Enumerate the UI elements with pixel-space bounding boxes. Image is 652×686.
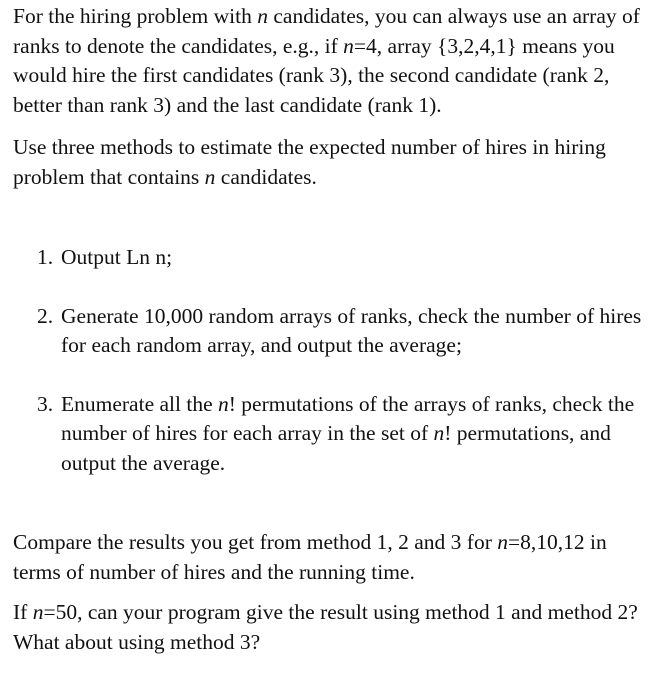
question-text-c: =50, can your program give the result using method 1 and method 2? What about using method 3? bbox=[13, 600, 638, 654]
compare-text-a: Compare the results you get from method 1, 2 and 3 for bbox=[13, 530, 498, 554]
method-text: Output Ln n; bbox=[61, 245, 173, 269]
intro-text-c: candidates, you can always use an array of ranks to denote the candidates, e.g., if bbox=[13, 4, 640, 58]
method-number: 1. bbox=[37, 245, 54, 269]
compare-text-c: =8,10,12 in terms of number of hires and the running time. bbox=[13, 530, 607, 584]
question-text-a: If bbox=[13, 600, 33, 624]
method-3-var-n: n bbox=[218, 391, 229, 416]
method-text: Generate 10,000 random arrays of ranks, check the number of hires for each random array, and output the average; bbox=[61, 303, 642, 357]
task-text-a: Use three methods to estimate the expected number of hires in hiring problem that contains bbox=[13, 135, 606, 189]
method-text bbox=[61, 390, 643, 479]
method-item-3 bbox=[37, 390, 643, 479]
method-item-2 bbox=[37, 302, 643, 361]
method-item-1 bbox=[37, 243, 643, 273]
compare-paragraph bbox=[13, 528, 643, 587]
method-3-text-c: ! permutations of the arrays of ranks, check the number of hires for each array in the set of bbox=[61, 391, 635, 445]
method-3-text-a: Enumerate all the bbox=[61, 391, 218, 416]
task-text-c: candidates. bbox=[215, 164, 317, 189]
question-paragraph bbox=[13, 598, 643, 657]
task-var-n: n bbox=[204, 164, 216, 189]
compare-var-n: n bbox=[497, 530, 508, 554]
method-number: 3. bbox=[37, 391, 54, 416]
method-number: 2. bbox=[37, 303, 54, 328]
intro-var-n-2: n bbox=[343, 33, 354, 58]
problem-document bbox=[13, 0, 643, 657]
task-paragraph bbox=[13, 133, 643, 192]
method-3-var-n-2: n bbox=[433, 421, 445, 445]
question-var-n: n bbox=[32, 600, 44, 624]
intro-text-a: For the hiring problem with bbox=[13, 4, 258, 28]
intro-paragraph bbox=[13, 2, 643, 120]
intro-text-e: =4, array {3,2,4,1} means you would hire the first candidates (rank 3), the second candidate (rank 2, better than rank 3) and the last candidate (rank 1). bbox=[13, 33, 615, 117]
method-3-text-e: ! permutations, and output the average. bbox=[61, 421, 611, 475]
intro-var-n: n bbox=[257, 4, 268, 28]
methods-list bbox=[13, 243, 643, 478]
